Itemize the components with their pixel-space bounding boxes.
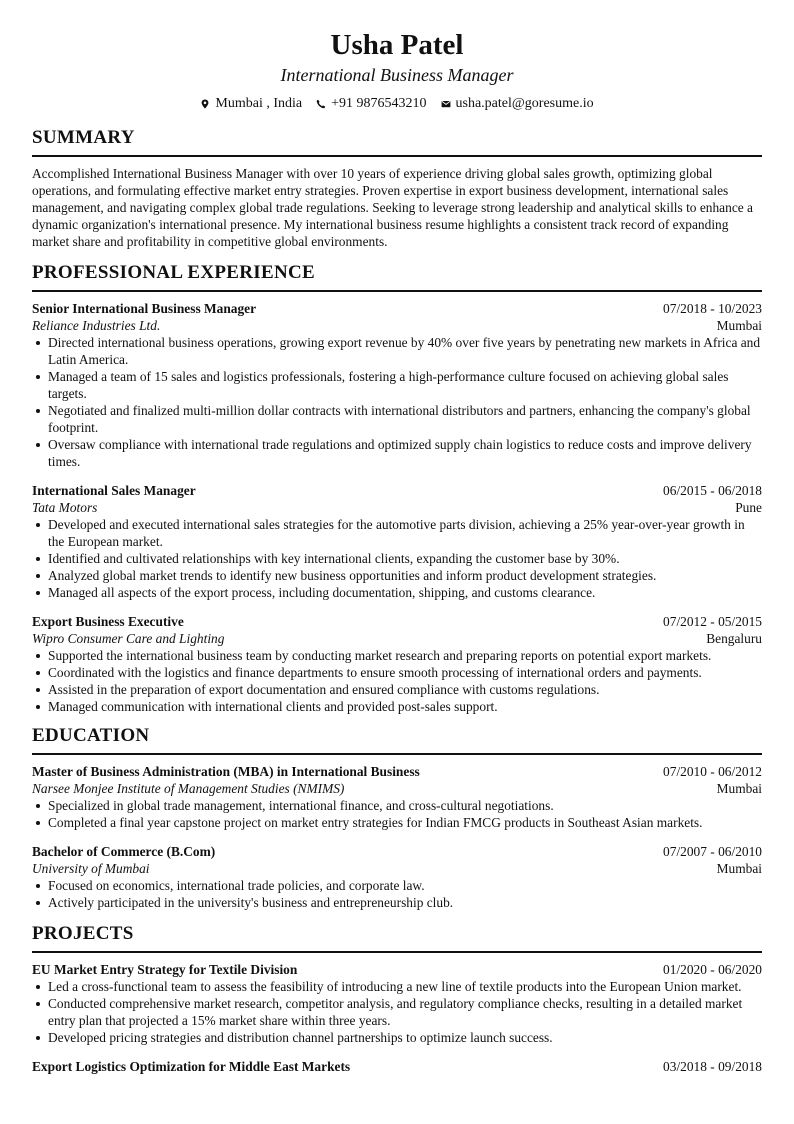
job-position: Senior International Business Manager xyxy=(32,301,257,316)
job-dates: 07/2012 - 05/2015 xyxy=(663,614,762,629)
job-bullets xyxy=(32,516,762,601)
bullet-item: Developed and executed international sales strategies for the automotive parts division, achieving a 25% year-over-year growth in the European market. xyxy=(32,516,762,550)
project-header xyxy=(32,961,762,978)
bullet-item: Directed international business operations, growing export revenue by 40% over five years by penetrating new markets in Africa and Latin America. xyxy=(32,334,762,368)
project-entry xyxy=(32,961,762,1046)
bullet-item: Managed communication with international clients and provided post-sales support. xyxy=(32,698,762,715)
job-dates: 06/2015 - 06/2018 xyxy=(663,483,762,498)
summary-text: Accomplished International Business Manager with over 10 years of experience driving global sales growth, optimizing global operations, and formulating effective market entry strategies. Proven expertise in export business development, international sales management, and navigating complex global trade regulations. Seeking to leverage strong leadership and analytical skills to enhance a dynamic organization's international presence. My international business resume highlights a consistent track record of expanding market share and profitability in competitive global environments. xyxy=(32,166,753,249)
phone-icon xyxy=(316,99,326,109)
project-name: EU Market Entry Strategy for Textile Division xyxy=(32,962,298,977)
project-bullets xyxy=(32,978,762,1046)
education-bullets xyxy=(32,877,762,911)
education-bullets xyxy=(32,797,762,831)
bullet-item: Assisted in the preparation of export documentation and ensured compliance with customs regulations. xyxy=(32,681,762,698)
experience-section xyxy=(32,261,762,727)
job-company: Reliance Industries Ltd. xyxy=(32,318,161,333)
projects-section xyxy=(32,922,762,1087)
candidate-role: International Business Manager xyxy=(280,65,514,85)
project-header xyxy=(32,1058,762,1075)
job-header xyxy=(32,482,762,499)
job-subheader xyxy=(32,499,762,516)
job-header xyxy=(32,300,762,317)
location-text: Mumbai , India xyxy=(215,96,303,111)
job-position: Export Business Executive xyxy=(32,614,184,629)
education-dates: 07/2010 - 06/2012 xyxy=(663,764,762,779)
education-location: Mumbai xyxy=(716,861,762,876)
contact-bar xyxy=(32,95,762,113)
section-title-projects: PROJECTS xyxy=(32,922,762,953)
education-dates: 07/2007 - 06/2010 xyxy=(663,844,762,859)
contact-location xyxy=(200,95,302,113)
job-company: Wipro Consumer Care and Lighting xyxy=(32,631,225,646)
job-company: Tata Motors xyxy=(32,500,98,515)
job-location: Pune xyxy=(735,500,762,515)
education-degree: Master of Business Administration (MBA) in International Business xyxy=(32,764,420,779)
bullet-item: Analyzed global market trends to identify new business opportunities and inform product development strategies. xyxy=(32,567,762,584)
bullet-item: Focused on economics, international trade policies, and corporate law. xyxy=(32,877,762,894)
bullet-item: Led a cross-functional team to assess the feasibility of introducing a new line of textile products into the European Union market. xyxy=(32,978,762,995)
project-entry xyxy=(32,1058,762,1075)
education-school: University of Mumbai xyxy=(32,861,150,876)
email-icon xyxy=(441,99,451,109)
bullet-item: Managed a team of 15 sales and logistics professionals, fostering a high-performance culture focused on achieving global sales targets. xyxy=(32,368,762,402)
education-subheader xyxy=(32,780,762,797)
job-entry xyxy=(32,613,762,715)
bullet-item: Managed all aspects of the export process, including documentation, shipping, and customs clearance. xyxy=(32,584,762,601)
contact-email[interactable] xyxy=(441,95,594,113)
section-title-education: EDUCATION xyxy=(32,724,762,755)
job-position: International Sales Manager xyxy=(32,483,196,498)
job-entry xyxy=(32,482,762,601)
job-header xyxy=(32,613,762,630)
contact-phone[interactable] xyxy=(316,95,426,113)
job-location: Bengaluru xyxy=(706,631,762,646)
job-subheader xyxy=(32,630,762,647)
project-name: Export Logistics Optimization for Middle East Markets xyxy=(32,1059,351,1074)
job-subheader xyxy=(32,317,762,334)
education-entry xyxy=(32,763,762,831)
bullet-item: Conducted comprehensive market research, competitor analysis, and regulatory compliance checks, resulting in a detailed market entry plan that projected a 15% market share within three years. xyxy=(32,995,762,1029)
section-title-experience: PROFESSIONAL EXPERIENCE xyxy=(32,261,762,292)
education-school: Narsee Monjee Institute of Management Studies (NMIMS) xyxy=(32,781,345,796)
project-dates: 03/2018 - 09/2018 xyxy=(663,1059,762,1074)
job-dates: 07/2018 - 10/2023 xyxy=(663,301,762,316)
bullet-item: Coordinated with the logistics and finance departments to ensure smooth processing of international orders and payments. xyxy=(32,664,762,681)
bullet-item: Identified and cultivated relationships with key international clients, expanding the customer base by 30%. xyxy=(32,550,762,567)
education-entry xyxy=(32,843,762,911)
education-location: Mumbai xyxy=(716,781,762,796)
bullet-item: Specialized in global trade management, international finance, and cross-cultural negotiations. xyxy=(32,797,762,814)
bullet-item: Actively participated in the university's business and entrepreneurship club. xyxy=(32,894,762,911)
phone-text: +91 9876543210 xyxy=(331,96,427,111)
education-section xyxy=(32,724,762,923)
candidate-name: Usha Patel xyxy=(330,29,464,61)
bullet-item: Completed a final year capstone project on market entry strategies for Indian FMCG products in Southeast Asian markets. xyxy=(32,814,762,831)
job-bullets xyxy=(32,334,762,470)
bullet-item: Developed pricing strategies and distribution channel partnerships to optimize launch success. xyxy=(32,1029,762,1046)
bullet-item: Supported the international business team by conducting market research and preparing reports on potential export markets. xyxy=(32,647,762,664)
job-entry xyxy=(32,300,762,470)
section-title-summary: SUMMARY xyxy=(32,126,762,157)
bullet-item: Oversaw compliance with international trade regulations and optimized supply chain logistics to reduce costs and improve delivery times. xyxy=(32,436,762,470)
education-header xyxy=(32,843,762,860)
education-degree: Bachelor of Commerce (B.Com) xyxy=(32,844,216,859)
bullet-item: Negotiated and finalized multi-million dollar contracts with international distributors and partners, enhancing the company's global footprint. xyxy=(32,402,762,436)
summary-section xyxy=(32,126,762,250)
education-subheader xyxy=(32,860,762,877)
location-pin-icon xyxy=(200,99,210,109)
education-header xyxy=(32,763,762,780)
email-text: usha.patel@goresume.io xyxy=(455,96,594,111)
project-dates: 01/2020 - 06/2020 xyxy=(663,962,762,977)
job-bullets xyxy=(32,647,762,715)
job-location: Mumbai xyxy=(716,318,762,333)
